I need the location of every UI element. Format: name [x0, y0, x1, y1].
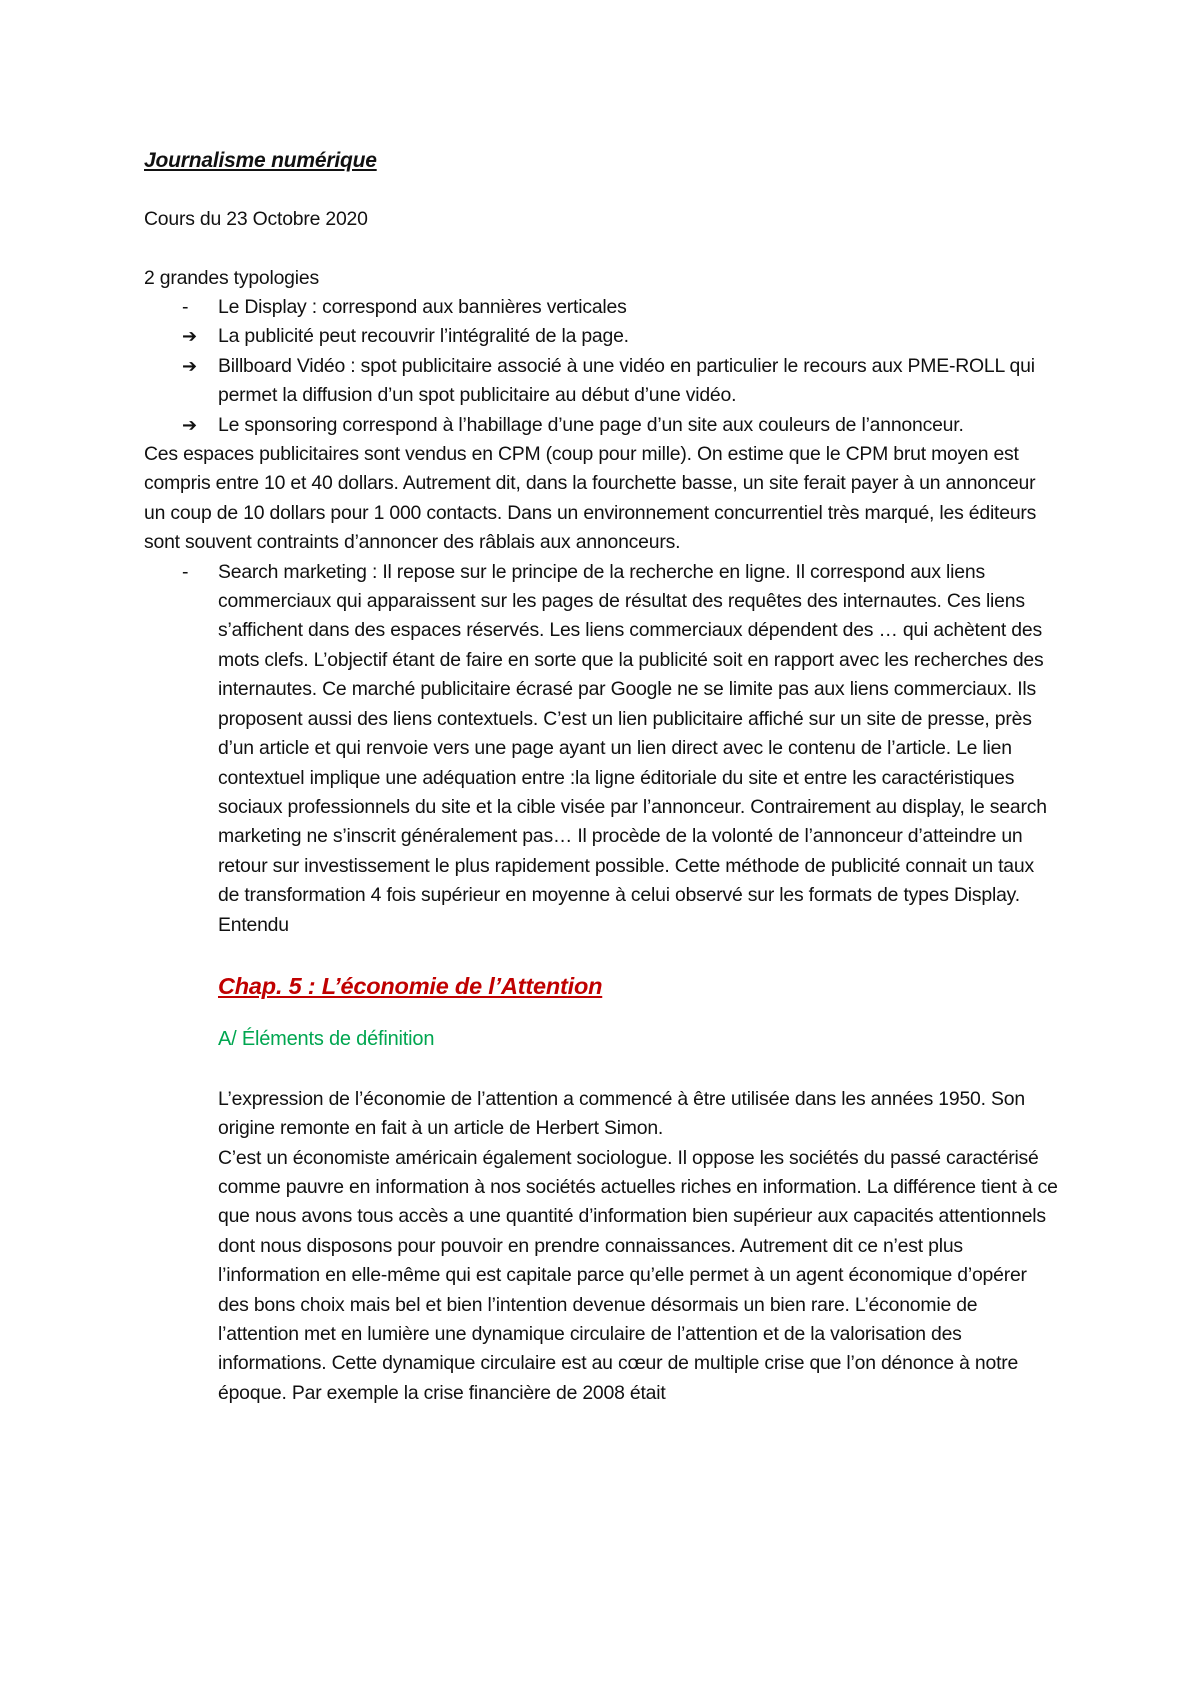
- list-item-text: Le sponsoring correspond à l’habillage d’une page d’un site aux couleurs de l’annonceur.: [218, 413, 964, 436]
- list-item-text: Le Display : correspond aux bannières verticales: [218, 296, 627, 318]
- arrow-bullet-icon: ➔: [182, 355, 197, 376]
- paragraph: C’est un économiste américain également sociologue. Il oppose les sociétés du passé caractérisé comme pauvre en information à nos sociétés actuelles riches en information. La différence tient à ce que nous avons tous accès a une quantité d’information bien supérieur aux capacités attentionnels dont nous disposons pour pouvoir en prendre connaissances. Autrement dit ce n’est plus l’information en elle-même qui est capitale parce qu’elle permet à un agent économique d’opérer des bons choix mais bel et bien l’intention devenue désormais un bien rare. L’économie de l’attention met en lumière une dynamique circulaire de l’attention et de la valorisation des informations. Cette dynamique circulaire est au cœur de multiple crise que l’on dénonce à notre époque. Par exemple la crise financière de 2008 était: [218, 1146, 1058, 1404]
- list-item: [144, 352, 1059, 411]
- search-marketing-text: Search marketing : Il repose sur le principe de la recherche en ligne. Il correspond aux liens commerciaux qui apparaissent sur les pages de résultat des requêtes des internautes. Ces liens s’affichent dans des espaces réservés. Les liens commerciaux dépendent des … qui achètent des mots clefs. L’objectif étant de faire en sorte que la publicité soit en rapport avec les recherches des internautes. Ce marché publicitaire écrasé par Google ne se limite pas aux liens commerciaux. Ils proposent aussi des liens contextuels. C’est un lien publicitaire affiché sur un site de presse, près d’un article et qui renvoie vers une page ayant un lien direct avec le contenu de l’article. Le lien contextuel implique une adéquation entre :la ligne éditoriale du site et entre les caractéristiques sociaux professionnels du site et la cible visée par l’annonceur. Contrairement au display, le search marketing ne s’inscrit généralement pas… Il procède de la volonté de l’annonceur d’atteindre un retour sur investissement le plus rapidement possible. Cette méthode de publicité connait un taux de transformation 4 fois supérieur en moyenne à celui observé sur les formats de types Display. Entendu: [218, 560, 1047, 936]
- arrow-bullet-icon: ➔: [182, 326, 197, 347]
- list-item: [144, 558, 1059, 940]
- course-date: Cours du 23 Octobre 2020: [144, 207, 368, 230]
- document-body: [144, 146, 1059, 1408]
- cpm-paragraph: Ces espaces publicitaires sont vendus en CPM (coup pour mille). On estime que le CPM brut moyen est compris entre 10 et 40 dollars. Autrement dit, dans la fourchette basse, un site ferait payer à un annonceur un coup de 10 dollars pour 1 000 contacts. Dans un environnement concurrentiel très marqué, les éditeurs sont souvent contraints d’annoncer des râblais aux annonceurs.: [144, 443, 1037, 554]
- list-item: [144, 322, 1059, 351]
- section-heading: A/ Éléments de définition: [218, 1028, 435, 1051]
- dash-bullet: -: [182, 560, 189, 583]
- paragraph: L’expression de l’économie de l’attention a commencé à être utilisée dans les années 1950. Son origine remonte en fait à un article de Herbert Simon.: [218, 1087, 1025, 1140]
- list-item-text: Billboard Vidéo : spot publicitaire associé à une vidéo en particulier le recours aux PME-ROLL qui permet la diffusion d’un spot publicitaire au début d’une vidéo.: [218, 354, 1035, 407]
- list-item: [144, 293, 1059, 322]
- intro-line: 2 grandes typologies: [144, 266, 319, 289]
- list-item: [144, 411, 1059, 440]
- chapter-heading: Chap. 5 : L’économie de l’Attention: [218, 973, 603, 1000]
- document-title: Journalisme numérique: [144, 149, 377, 172]
- dash-bullet: -: [182, 296, 189, 318]
- arrow-bullet-icon: ➔: [182, 414, 197, 435]
- list-item-text: La publicité peut recouvrir l’intégralité de la page.: [218, 325, 629, 348]
